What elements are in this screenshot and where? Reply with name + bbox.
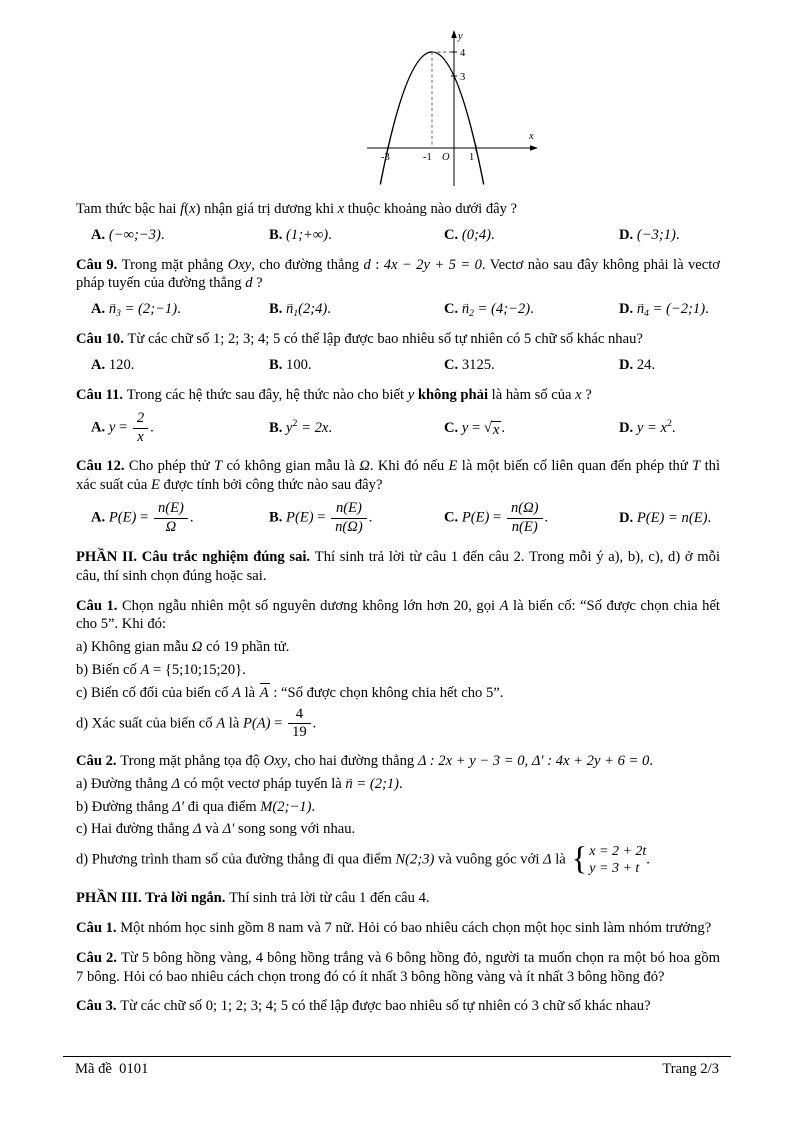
option-c (444, 300, 619, 319)
text-segment: Từ các chữ số 0; 1; 2; 3; 4; 5 có thể lập được bao nhiêu số tự nhiên có 3 chữ số khác nhau? (120, 998, 651, 1015)
option-letter: D. (619, 301, 637, 318)
math-segment: P(A) (242, 715, 271, 732)
vector-segment: → $n_4$ (637, 300, 649, 319)
text-segment: ( (184, 201, 190, 217)
text-segment: . (705, 301, 709, 318)
question-number: Câu 1. (76, 920, 121, 937)
text-segment: và (201, 821, 223, 838)
question-number: Câu 2. (76, 753, 121, 770)
text-segment: b) Đường thẳng (76, 798, 173, 815)
text-segment: = (489, 510, 505, 527)
math-segment: Oxy (263, 753, 288, 770)
question-number: Câu 1. (76, 597, 122, 614)
option-letter: A. (91, 419, 109, 436)
vector-segment: → $n_2$ (462, 300, 474, 319)
option-d (619, 419, 720, 438)
option-a (91, 501, 269, 536)
option-c (444, 226, 619, 245)
exam-content (76, 200, 720, 1016)
question-number: Câu 12. (76, 457, 129, 474)
text-segment: d) Xác suất của biến cố (76, 715, 217, 732)
overline-segment: A (259, 684, 269, 701)
option-a (91, 300, 269, 319)
option-letter: A. (91, 356, 109, 373)
question-number: Câu 3. (76, 998, 121, 1015)
heading-title: PHẦN II. Câu trắc nghiệm đúng sai. (76, 548, 315, 565)
math-segment: = (−2;1) (648, 301, 706, 318)
text-segment: ) nhận giá trị dương khi (195, 201, 338, 217)
option-b (269, 300, 444, 319)
text-segment: . (544, 510, 549, 527)
math-segment: = 2x (297, 420, 329, 437)
option-letter: D. (619, 420, 637, 437)
text-segment: ? (252, 275, 263, 292)
y-tick-label-3: 3 (460, 72, 466, 83)
math-segment: Δ (543, 851, 552, 868)
math-segment: x (575, 386, 582, 403)
text-segment: 3125. (461, 356, 495, 373)
option-c (444, 501, 619, 536)
cases-row: x = 2 + 2t (589, 844, 647, 860)
text-segment: Một nhóm học sinh gồm 8 nam và 7 nữ. Hỏi có bao nhiêu cách chọn một học sinh làm nhóm trưởng? (120, 920, 712, 937)
question-number: Câu 9. (76, 256, 122, 273)
math-segment: y (407, 386, 415, 403)
option-d (619, 300, 720, 319)
text-segment: . (189, 510, 194, 527)
math-segment: f (180, 201, 185, 217)
statement-item (76, 707, 720, 742)
text-segment: 100. (286, 356, 312, 373)
option-d (619, 509, 720, 528)
math-segment: A (140, 661, 150, 678)
text-segment: a) Đường thẳng (76, 775, 172, 792)
text-segment: có một vectơ pháp tuyến là (180, 775, 346, 792)
text-segment: . (150, 419, 154, 436)
math-segment: y = x (636, 420, 667, 437)
text-segment: . (491, 226, 495, 243)
vector-segment: → $n_1$ (286, 300, 298, 319)
text-segment: = (313, 510, 330, 527)
text-segment: c) Biến cố đối của biến cố (76, 684, 233, 701)
math-segment: P(E) (286, 510, 314, 527)
text-segment: . (327, 301, 331, 318)
math-segment: (1;+∞) (286, 226, 329, 243)
option-c (444, 419, 619, 439)
math-segment: y (108, 419, 116, 436)
math-segment: Ω (359, 457, 370, 474)
x-tick-label-1: 1 (469, 152, 475, 163)
text-segment: là hàm số của (488, 386, 576, 403)
math-segment: d (363, 256, 371, 273)
question-number: Câu 2. (76, 949, 121, 966)
option-b (269, 356, 444, 375)
math-segment: Δ′ (222, 821, 235, 838)
option-d (619, 226, 720, 245)
text-segment: = (115, 419, 131, 436)
text-segment: . (649, 753, 653, 770)
text-segment: là (225, 715, 243, 732)
x-tick-label-minus1: -1 (423, 152, 432, 163)
option-letter: C. (444, 301, 462, 318)
section-heading (76, 548, 720, 586)
math-segment: E (448, 457, 458, 474)
options-row (76, 411, 720, 446)
statement-item (76, 638, 720, 657)
text-segment: Thí sinh trả lời từ câu 1 đến câu 2. Trong mỗi ý a), b), c), d) ở mỗi câu, thí sinh chọn đúng hoặc sai. (76, 548, 720, 584)
question-paragraph (76, 949, 720, 987)
math-segment: M(2;−1) (260, 798, 312, 815)
text-segment: là một biến cố liên quan đến phép thử (457, 457, 693, 474)
option-letter: B. (269, 301, 287, 318)
option-letter: C. (444, 356, 462, 373)
text-segment: . Khi đó nếu (369, 457, 449, 474)
math-segment: = (2;1) (352, 775, 400, 792)
math-segment: (0;4) (461, 226, 492, 243)
math-segment: A (232, 684, 241, 701)
option-letter: B. (269, 356, 287, 373)
x-tick-label-minus3: -3 (381, 152, 390, 163)
math-segment: Δ : 2x + y − 3 = 0, Δ′ : 4x + 2y + 6 = 0 (417, 753, 650, 770)
text-segment: . (160, 226, 165, 243)
exam-code: Mã đề 0101 (75, 1061, 149, 1077)
options-row (76, 300, 720, 319)
text-segment: b) Biến cố (76, 661, 141, 678)
text-segment: Từ các chữ số 1; 2; 3; 4; 5 có thể lập được bao nhiêu số tự nhiên có 5 chữ số khác nhau? (127, 330, 643, 347)
statement-item (76, 843, 720, 877)
math-segment: (−3;1) (636, 226, 676, 243)
text-segment: Chọn ngẫu nhiên một số nguyên dương không lớn hơn 20, gọi (121, 597, 500, 614)
statement-item (76, 661, 720, 680)
math-segment: P(E) (108, 510, 137, 527)
text-segment: ? (581, 386, 592, 403)
text-segment: và vuông góc với (434, 851, 544, 868)
text-segment: : “Số được chọn không chia hết cho 5”. (269, 684, 504, 701)
vector-segment: → n (345, 775, 352, 794)
question-paragraph (76, 752, 720, 771)
math-segment: Ω (191, 639, 203, 656)
question-paragraph (76, 330, 720, 349)
x-axis-label: x (529, 131, 534, 142)
text-segment: song song với nhau. (234, 821, 356, 838)
cases-segment (571, 843, 646, 877)
page-number: Trang 2/3 (662, 1061, 719, 1077)
options-row (76, 501, 720, 536)
fraction-segment: $\frac{n(\Omega)}{n(E)}$ (507, 501, 543, 536)
text-segment: thì xác suất của (76, 457, 720, 493)
statement-item (76, 820, 720, 839)
text-segment: = {5;10;15;20}. (149, 661, 246, 678)
text-segment: Trong mặt phẳng tọa độ (120, 753, 264, 770)
math-segment: Oxy (227, 256, 252, 273)
text-segment: là (240, 684, 259, 701)
math-segment: d (245, 275, 253, 292)
option-letter: A. (91, 510, 109, 527)
math-segment: y (286, 420, 293, 437)
question-number: Câu 10. (76, 330, 128, 347)
parabola-graph (359, 26, 544, 192)
option-c (444, 356, 619, 375)
text-segment: Tam thức bậc hai (76, 201, 181, 217)
superscript-segment: 2 (666, 418, 672, 430)
math-segment: T (692, 457, 701, 474)
statement-item (76, 775, 720, 794)
text-segment: 24. (636, 356, 656, 373)
text-segment: = (468, 419, 484, 436)
text-segment: . (328, 420, 333, 437)
math-segment: y (461, 419, 469, 436)
text-segment: Cho phép thử (128, 457, 214, 474)
options-row (76, 356, 720, 375)
option-letter: D. (619, 356, 637, 373)
text-segment: c) Hai đường thẳng (76, 821, 193, 838)
option-letter: C. (444, 510, 462, 527)
option-a (91, 226, 269, 245)
options-row (76, 226, 720, 245)
text-segment: , cho đường thẳng (251, 256, 364, 273)
text-segment: có 19 phần tử. (202, 639, 290, 656)
fraction-segment: $\frac{4}{19}$ (288, 707, 311, 742)
text-segment: = (136, 510, 152, 527)
text-segment: . (530, 301, 534, 318)
option-letter: D. (619, 510, 637, 527)
text-segment: 120. (108, 356, 135, 373)
text-segment: thuộc khoảng nào dưới đây ? (344, 201, 518, 217)
math-segment: N(2;3) (395, 851, 435, 868)
math-segment: (−∞;−3) (108, 226, 161, 243)
option-letter: B. (269, 510, 287, 527)
option-letter: C. (444, 419, 462, 436)
option-letter: D. (619, 226, 637, 243)
statement-item (76, 684, 720, 703)
text-segment: . (368, 510, 373, 527)
text-segment: . Vectơ nào sau đây không phải là vectơ pháp tuyến của đường thẳng (76, 256, 721, 292)
math-segment: A (216, 715, 226, 732)
question-paragraph (76, 997, 720, 1016)
math-segment: = (2;−1) (120, 301, 178, 318)
bold-text-segment: không phải (417, 386, 489, 403)
option-letter: C. (444, 226, 462, 243)
y-axis-arrow-icon (451, 30, 457, 38)
text-segment: . (311, 798, 316, 815)
text-segment: là (551, 851, 570, 868)
text-segment: . (671, 420, 676, 437)
parabola-curve (380, 52, 483, 185)
text-segment: : (370, 256, 384, 273)
text-segment: đi qua điểm (184, 798, 261, 815)
option-b (269, 226, 444, 245)
text-segment: d) Phương trình tham số của đường thẳng đi qua điểm (76, 851, 396, 868)
figure-container (76, 26, 720, 192)
option-a (91, 411, 269, 446)
text-segment: có không gian mẫu là (222, 457, 360, 474)
text-segment: . (177, 301, 181, 318)
option-letter: B. (269, 226, 287, 243)
text-segment: Trong các hệ thức sau đây, hệ thức nào cho biết (126, 386, 408, 403)
question-paragraph (76, 597, 720, 635)
question-paragraph (76, 386, 720, 405)
heading-title: PHẦN III. Trả lời ngắn. (76, 890, 230, 907)
question-number: Câu 11. (76, 386, 127, 403)
math-segment: P(E) (461, 510, 490, 527)
sqrt-segment: √ x (483, 419, 500, 438)
section-heading (76, 889, 720, 908)
math-segment: P(E) = n(E) (636, 510, 708, 527)
x-axis-arrow-icon (530, 145, 538, 151)
y-tick-label-4: 4 (460, 48, 466, 59)
text-segment: . (501, 419, 506, 436)
math-segment: x (189, 201, 196, 217)
math-segment: T (213, 457, 223, 474)
math-segment: x (337, 201, 345, 217)
text-segment: = (270, 715, 287, 732)
question-paragraph (76, 919, 720, 938)
text-segment: Trong mặt phẳng (121, 256, 228, 273)
text-segment: Từ 5 bông hồng vàng, 4 bông hồng trắng và 6 bông hồng đỏ, người ta muốn chọn ra một bó hoa gồm 7 bông. Hỏi có bao nhiêu cách chọn trong đó có ít nhất 3 bông hồng vàng và ít nhất 3 bông hồng đỏ? (76, 949, 720, 985)
math-segment: A (499, 597, 509, 614)
option-d (619, 356, 720, 375)
fraction-segment: $\frac{n(E)}{n(\Omega)}$ (331, 501, 367, 536)
option-letter: A. (91, 226, 109, 243)
math-segment: = (4;−2) (473, 301, 531, 318)
text-segment: a) Không gian mẫu (76, 639, 192, 656)
math-segment: Δ (171, 775, 181, 792)
statement-item (76, 798, 720, 817)
question-stem (76, 200, 720, 219)
math-segment: Δ′ (172, 798, 185, 815)
fraction-segment: $\frac{n(E)}{\Omega}$ (154, 501, 188, 536)
text-segment: Thí sinh trả lời từ câu 1 đến câu 4. (229, 890, 430, 907)
math-segment: (2;4) (298, 301, 328, 318)
question-paragraph (76, 457, 720, 495)
page-footer (63, 1056, 731, 1078)
option-letter: B. (269, 420, 287, 437)
option-b (269, 501, 444, 536)
text-segment: . (707, 510, 712, 527)
option-letter: A. (91, 301, 109, 318)
option-b (269, 419, 444, 438)
brace-icon: { (571, 841, 588, 878)
text-segment: là biến cố: “Số được chọn chia hết cho 5”. Khi đó: (76, 597, 720, 633)
math-segment: Δ (192, 821, 202, 838)
text-segment: được tính bởi công thức nào sau đây? (159, 476, 383, 493)
superscript-segment: 2 (292, 418, 298, 430)
text-segment: . (675, 226, 680, 243)
text-segment: . (399, 775, 403, 792)
question-paragraph (76, 256, 720, 294)
vector-segment: → $n_3$ (109, 300, 121, 319)
y-axis-label: y (458, 31, 463, 42)
text-segment: . (328, 226, 332, 243)
origin-label: O (442, 152, 450, 163)
text-segment: . (312, 715, 317, 732)
text-segment: . (646, 851, 650, 868)
option-a (91, 356, 269, 375)
fraction-segment: $\frac{2}{x}$ (133, 411, 148, 446)
math-segment: 4x − 2y + 5 = 0 (383, 256, 482, 273)
math-segment: E (150, 476, 160, 493)
text-segment: , cho hai đường thẳng (287, 753, 418, 770)
cases-row: y = 3 + t (589, 861, 640, 877)
